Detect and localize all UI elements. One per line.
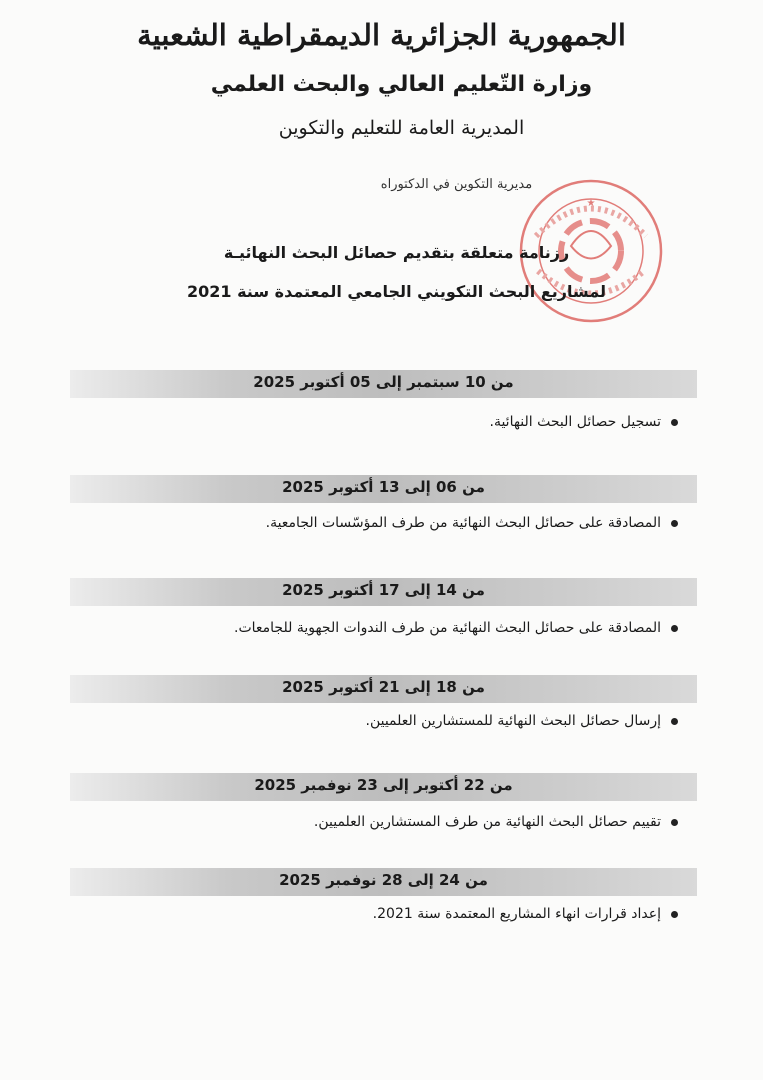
period-bar [70,475,697,503]
period-text: من 14 إلى 17 أكتوبر 2025 [282,581,485,599]
task-text: إعداد قرارات انهاء المشاريع المعتمدة سنة 2021. [372,906,661,922]
period-text: من 22 أكتوبر إلى 23 نوفمبر 2025 [254,776,513,794]
document-title-line-2: لمشاريع البحث التكويني الجامعي المعتمدة سنة 2021 [186,282,607,301]
bullet-icon [671,419,678,426]
task-text: تقييم حصائل البحث النهائية من طرف المستشارين العلميين. [313,814,661,830]
document-title-line-1: رزنامة متعلقة بتقديم حصائل البحث النهائيـة [223,243,570,262]
schedule-task [234,620,678,636]
period-text: من 18 إلى 21 أكتوبر 2025 [282,678,485,696]
bullet-icon [671,625,678,632]
republic-heading: الجمهورية الجزائرية الديمقراطية الشعبية [137,18,626,52]
bullet-icon [671,718,678,725]
period-bar [70,370,697,398]
period-bar [70,578,697,606]
period-text: من 06 إلى 13 أكتوبر 2025 [282,478,485,496]
period-bar [70,868,697,896]
schedule-task [373,906,678,922]
svg-text:★: ★ [586,198,596,209]
period-bar [70,675,697,703]
bullet-icon [671,911,678,918]
task-text: المصادقة على حصائل البحث النهائية من طرف المؤسّسات الجامعية. [265,515,661,531]
ministry-heading: وزارة التّعليم العالي والبحث العلمي [210,72,593,97]
task-text: تسجيل حصائل البحث النهائية. [489,414,661,430]
task-text: إرسال حصائل البحث النهائية للمستشارين العلميين. [365,713,661,729]
schedule-task [314,814,678,830]
schedule-task [266,515,678,531]
task-text: المصادقة على حصائل البحث النهائية من طرف الندوات الجهوية للجامعات. [234,620,661,636]
directorate-general-heading: المديرية العامة للتعليم والتكوين [278,117,525,139]
period-text: من 24 إلى 28 نوفمبر 2025 [279,871,488,889]
schedule-task [490,414,679,430]
bullet-icon [671,819,678,826]
period-text: من 10 سبتمبر إلى 05 أكتوبر 2025 [253,373,514,391]
period-bar [70,773,697,801]
directorate-heading: مديرية التكوين في الدكتوراه [380,177,533,192]
bullet-icon [671,520,678,527]
schedule-task [366,713,679,729]
